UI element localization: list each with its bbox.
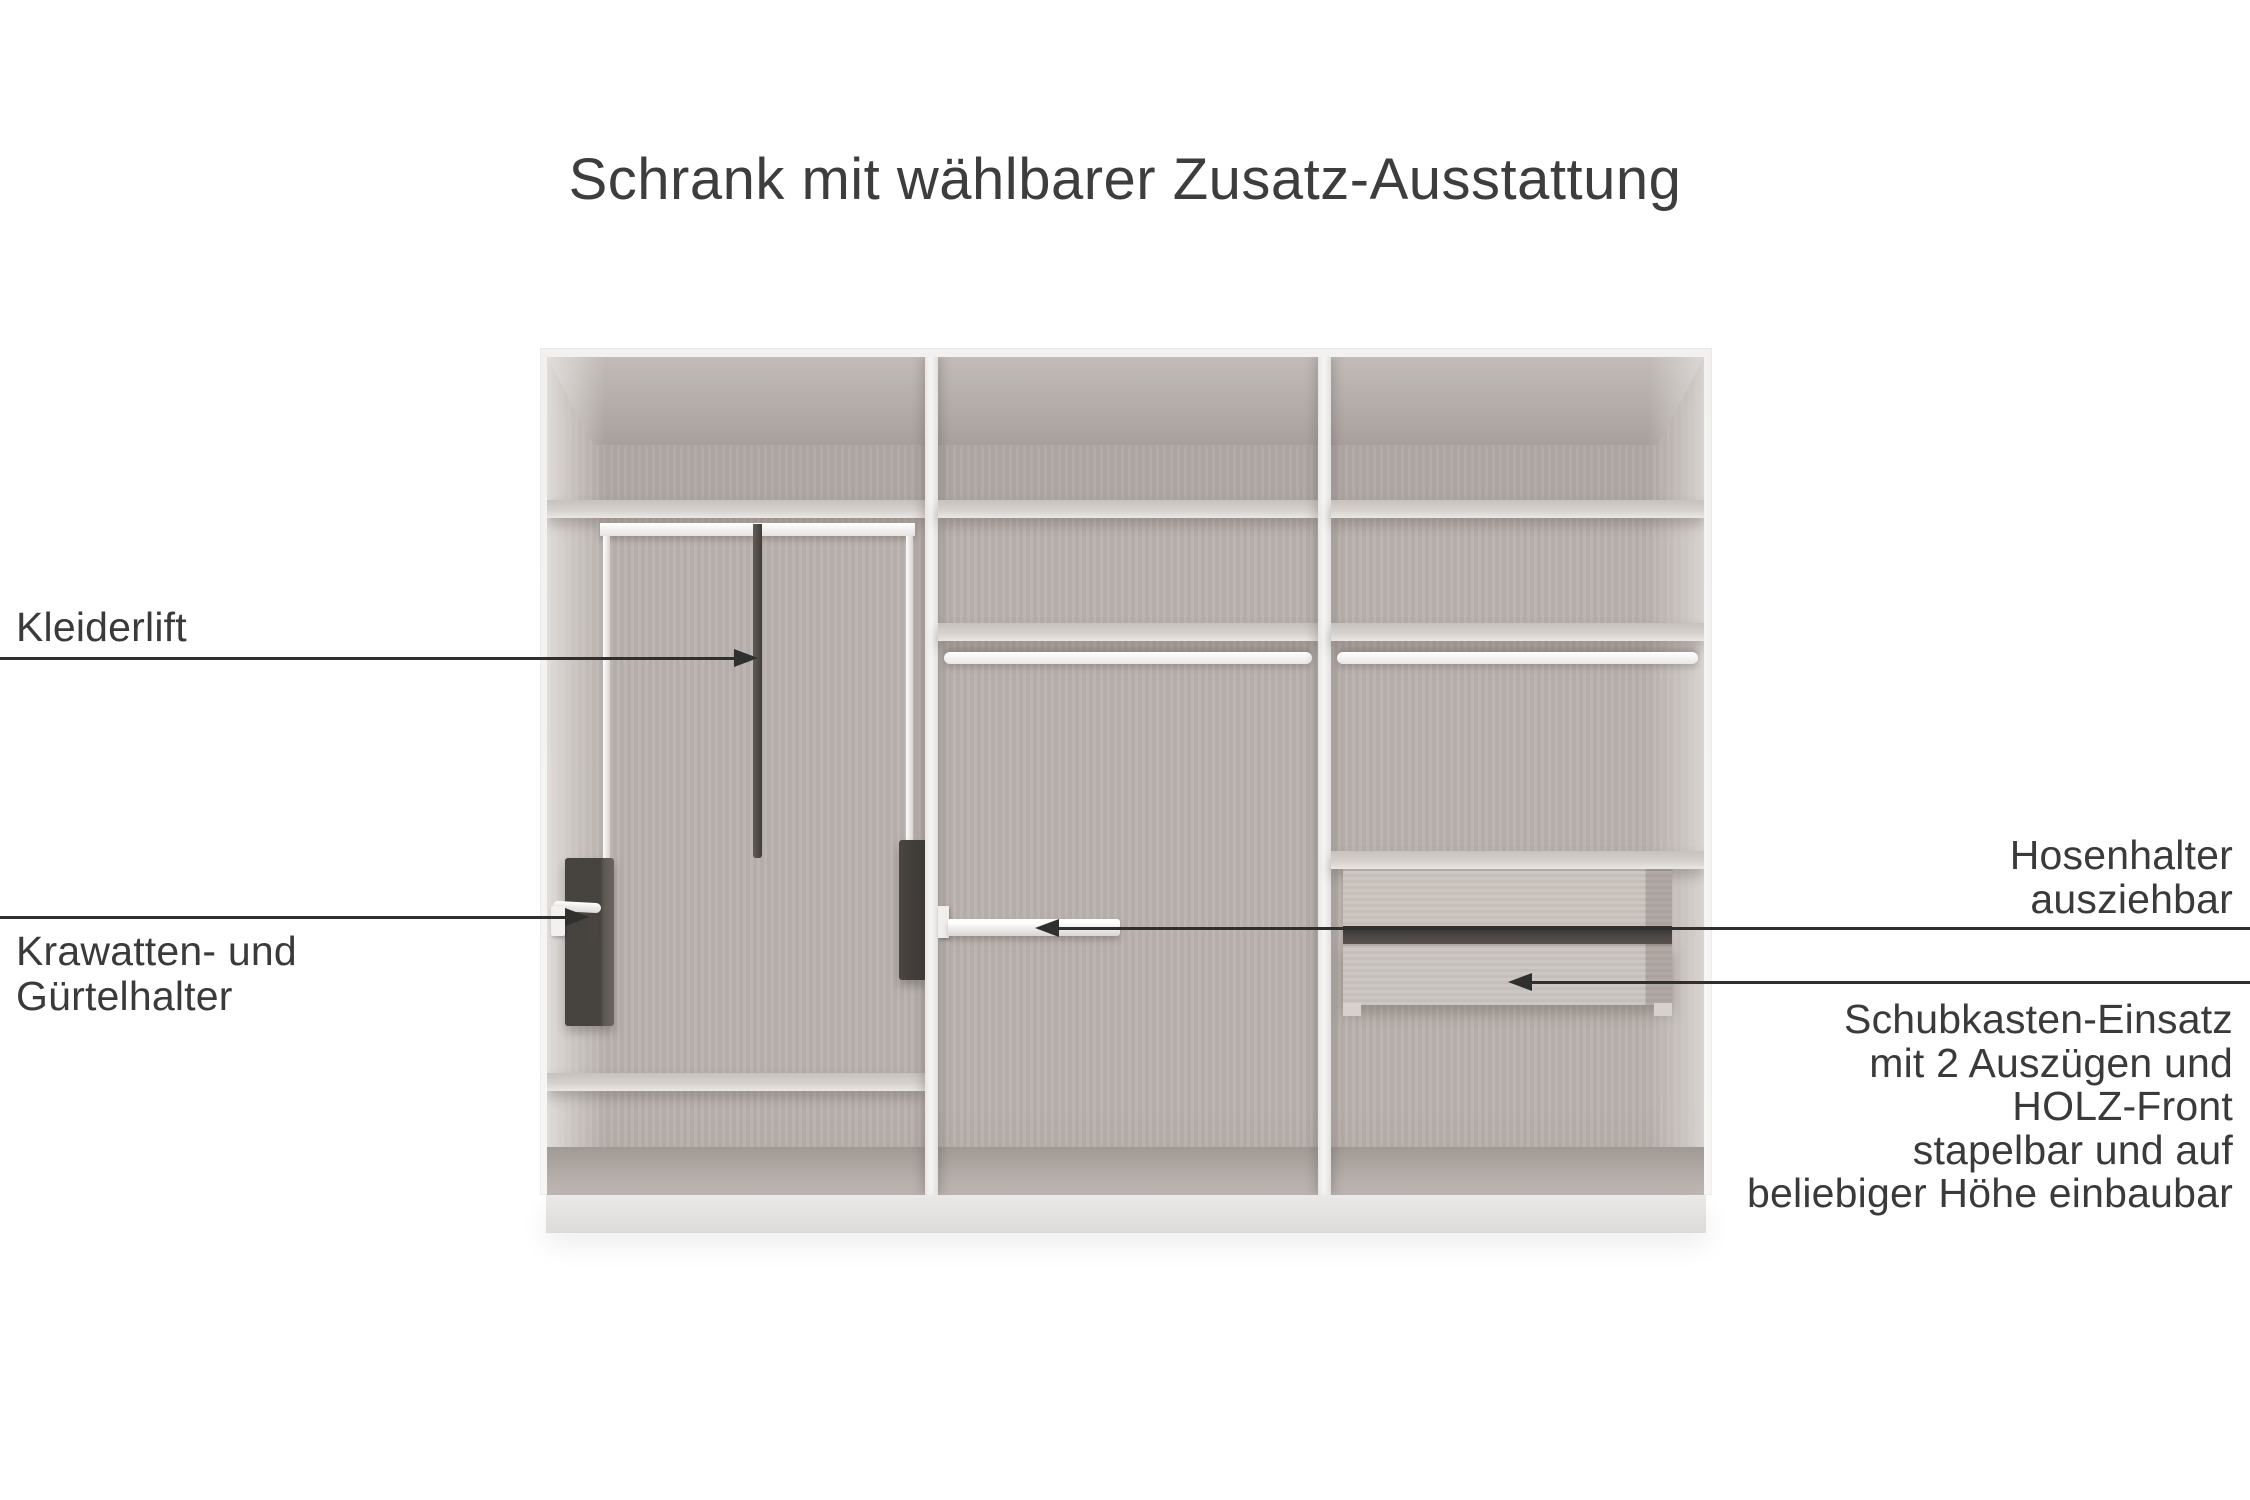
upper-compartment-shade — [547, 357, 1704, 500]
cabinet-right-wall — [1648, 357, 1704, 1195]
drawer-unit — [1343, 869, 1672, 1016]
shelf-middle-2 — [938, 623, 1318, 641]
krawatten-arrow-line — [0, 916, 567, 919]
kleiderlift-cable-left — [603, 536, 610, 858]
label-kleiderlift-line: Kleiderlift — [16, 604, 187, 650]
divider-middle-right — [1318, 357, 1331, 1195]
kleiderlift-rod — [753, 524, 762, 858]
clothes-rail-middle — [944, 652, 1312, 664]
label-krawatten-line2: Gürtelhalter — [16, 973, 233, 1019]
kleiderlift-arrowhead-icon — [734, 649, 758, 667]
drawer-top — [1343, 869, 1672, 928]
wardrobe-cabinet — [540, 348, 1712, 1195]
tie-belt-holder-plate — [551, 906, 565, 936]
hosenhalter-arrow-line — [1056, 927, 2250, 930]
label-schubkasten-line5: beliebiger Höhe einbaubar — [1747, 1170, 2233, 1216]
label-schubkasten-line2: mit 2 Auszügen und — [1869, 1039, 2233, 1086]
schubkasten-arrowhead-icon — [1508, 973, 1532, 991]
kleiderlift-handle-right — [899, 840, 927, 980]
shelf-right-2 — [1331, 623, 1704, 641]
krawatten-arrowhead-icon — [565, 908, 589, 926]
label-schubkasten-line1: Schubkasten-Einsatz — [1844, 996, 2233, 1042]
label-krawatten-line1: Krawatten- und — [16, 928, 297, 974]
cabinet-interior — [547, 357, 1704, 1195]
label-hosenhalter-line1: Hosenhalter — [2009, 832, 2233, 878]
shelf-right-1 — [1331, 500, 1704, 518]
shelf-left-bottom — [547, 1073, 925, 1091]
schubkasten-arrow-line — [1529, 981, 2250, 984]
tie-belt-holder-hook — [588, 919, 597, 943]
page-title: Schrank mit wählbarer Zusatz-Ausstattung — [568, 147, 1682, 212]
label-hosenhalter-line2: ausziehbar — [2030, 876, 2233, 922]
label-hosenhalter — [2010, 833, 2233, 921]
cabinet-floor — [547, 1147, 1704, 1195]
drawer-unit-top-shelf — [1331, 851, 1704, 869]
label-kleiderlift — [16, 605, 187, 650]
kleiderlift-cable-right — [906, 536, 913, 842]
cabinet-plinth — [546, 1195, 1706, 1233]
clothes-rail-right — [1337, 652, 1698, 664]
drawer-foot-right — [1654, 1003, 1672, 1016]
cabinet-left-wall — [547, 357, 605, 1195]
shelf-middle-1 — [938, 500, 1318, 518]
shelf-left-top — [547, 500, 925, 518]
drawer-foot-left — [1343, 1003, 1361, 1016]
label-schubkasten — [1747, 998, 2233, 1216]
divider-left-middle — [925, 357, 938, 1195]
label-schubkasten-line3: HOLZ-Front — [2012, 1083, 2233, 1129]
label-schubkasten-line4: stapelbar und auf — [1912, 1126, 2233, 1173]
kleiderlift-arrow-line — [0, 657, 736, 660]
label-krawatten-guertelhalter — [16, 929, 297, 1019]
hosenhalter-arrowhead-icon — [1035, 919, 1059, 937]
